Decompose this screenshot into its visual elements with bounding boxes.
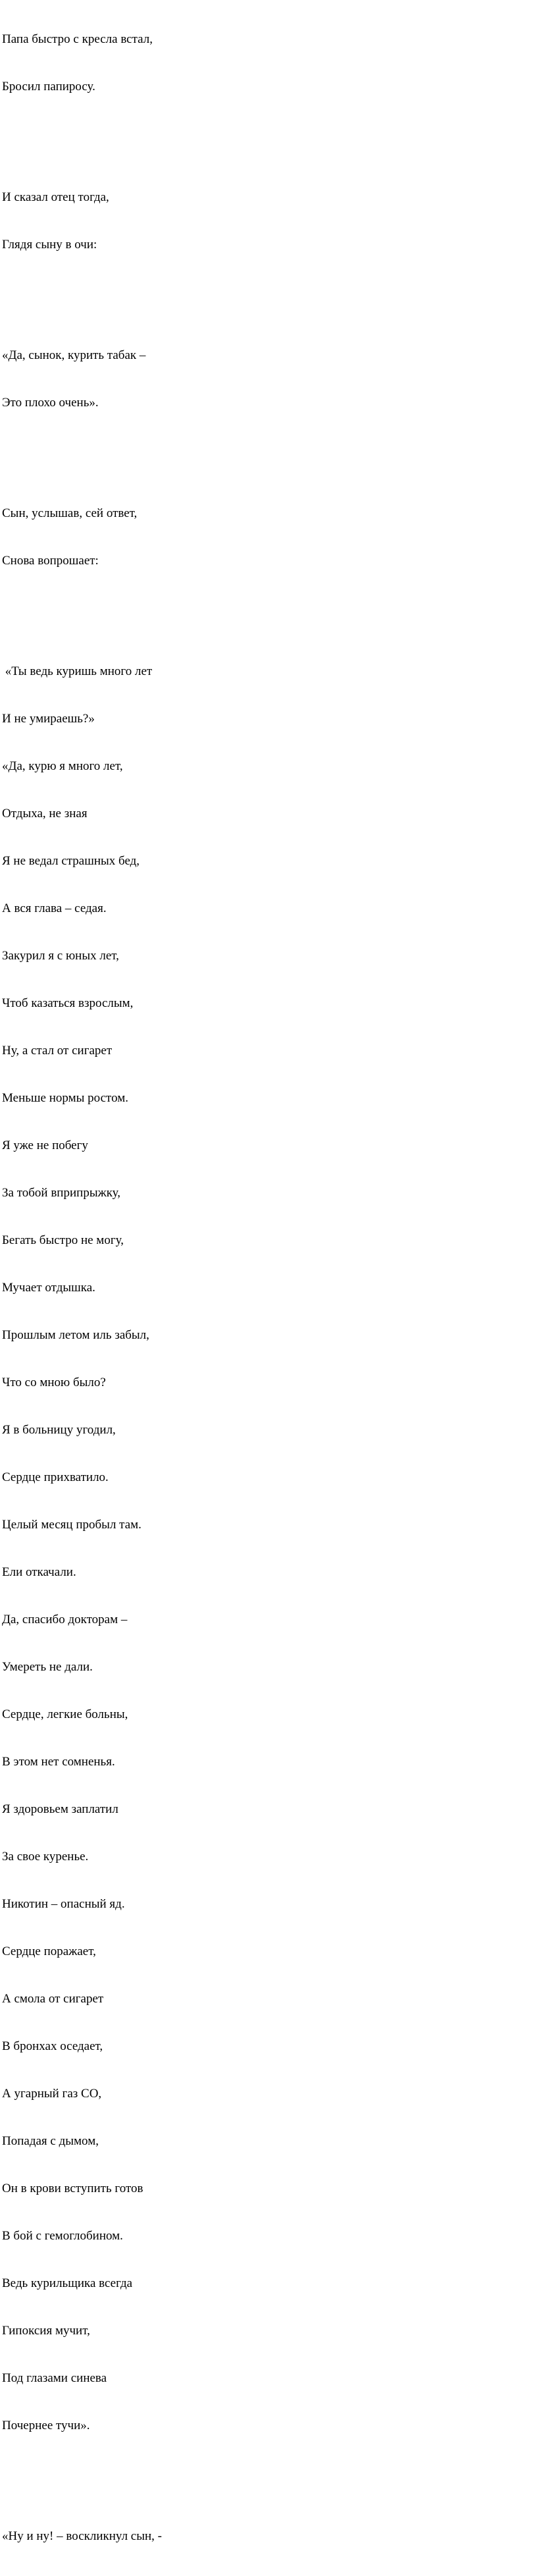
poem-line: Целый месяц пробыл там.	[2, 1518, 141, 1532]
poem-line: В этом нет сомненья.	[2, 1755, 115, 1769]
poem-line: Меньше нормы ростом.	[2, 1091, 129, 1105]
poem-line: «Да, сынок, курить табак –	[2, 348, 146, 362]
poem-line: Я уже не побегу	[2, 1139, 88, 1152]
poem-line: Я не ведал страшных бед,	[2, 854, 140, 868]
poem-line: Снова вопрошает:	[2, 554, 99, 568]
poem-line: Почернее тучи».	[2, 2419, 90, 2432]
poem-line: И сказал отец тогда,	[2, 190, 109, 204]
poem-line: Попадая с дымом,	[2, 2134, 99, 2148]
poem-line: Ведь курильщика всегда	[2, 2276, 133, 2290]
stanza-gap	[2, 284, 162, 300]
stanza-gap	[2, 601, 162, 616]
poem-line: Что со мною было?	[2, 1376, 106, 1389]
poem-line: Бросил папиросу.	[2, 80, 95, 94]
poem-line: Сын, услышав, сей ответ,	[2, 506, 138, 520]
poem-line: Ну, а стал от сигарет	[2, 1044, 113, 1058]
poem-line: За свое куренье.	[2, 1850, 89, 1864]
poem-line: Сердце прихватило.	[2, 1470, 109, 1484]
poem-line: Папа быстро с кресла встал,	[2, 32, 153, 46]
poem-line: Я в больницу угодил,	[2, 1423, 116, 1437]
poem-line: Мучает отдышка.	[2, 1281, 95, 1295]
poem-line: Глядя сыну в очи:	[2, 238, 97, 252]
poem-line: Сердце, легкие больны,	[2, 1707, 128, 1721]
poem-line: А вся глава – седая.	[2, 901, 107, 915]
poem-line: Отдыха, не зная	[2, 807, 88, 820]
poem-line: В бронхах оседает,	[2, 2039, 103, 2053]
poem-line: Никотин – опасный яд.	[2, 1897, 125, 1911]
poem-line: Прошлым летом иль забыл,	[2, 1328, 149, 1342]
poem-line: А угарный газ СО,	[2, 2087, 102, 2101]
poem-line: «Ты ведь куришь много лет	[2, 664, 153, 678]
poem-line: Гипоксия мучит,	[2, 2324, 90, 2338]
poem-line: Сердце поражает,	[2, 1945, 96, 1958]
poem-line: Он в крови вступить готов	[2, 2182, 143, 2195]
poem-line: Бегать быстро не могу,	[2, 1233, 124, 1247]
poem-line: А смола от сигарет	[2, 1992, 104, 2006]
poem-line: «Да, курю я много лет,	[2, 759, 123, 773]
stanza-gap	[2, 443, 162, 458]
poem-line: Закурил я с юных лет,	[2, 949, 119, 963]
poem-text	[2, 0, 162, 2576]
poem-line: За тобой вприпрыжку,	[2, 1186, 121, 1200]
poem-line: Ели откачали.	[2, 1565, 76, 1579]
stanza-gap	[2, 2465, 162, 2481]
poem-line: Чтоб казаться взрослым,	[2, 996, 134, 1010]
poem-line: Умереть не дали.	[2, 1660, 93, 1674]
stanza-gap	[2, 126, 162, 142]
poem-line: Я здоровьем заплатил	[2, 1802, 118, 1816]
poem-line: «Ну и ну! – воскликнул сын, -	[2, 2529, 163, 2543]
poem-line: Это плохо очень».	[2, 396, 99, 410]
poem-line: Под глазами синева	[2, 2371, 107, 2385]
poem-line: Да, спасибо докторам –	[2, 1613, 128, 1626]
poem-line: И не умираешь?»	[2, 712, 95, 726]
poem-line: В бой с гемоглобином.	[2, 2229, 123, 2243]
